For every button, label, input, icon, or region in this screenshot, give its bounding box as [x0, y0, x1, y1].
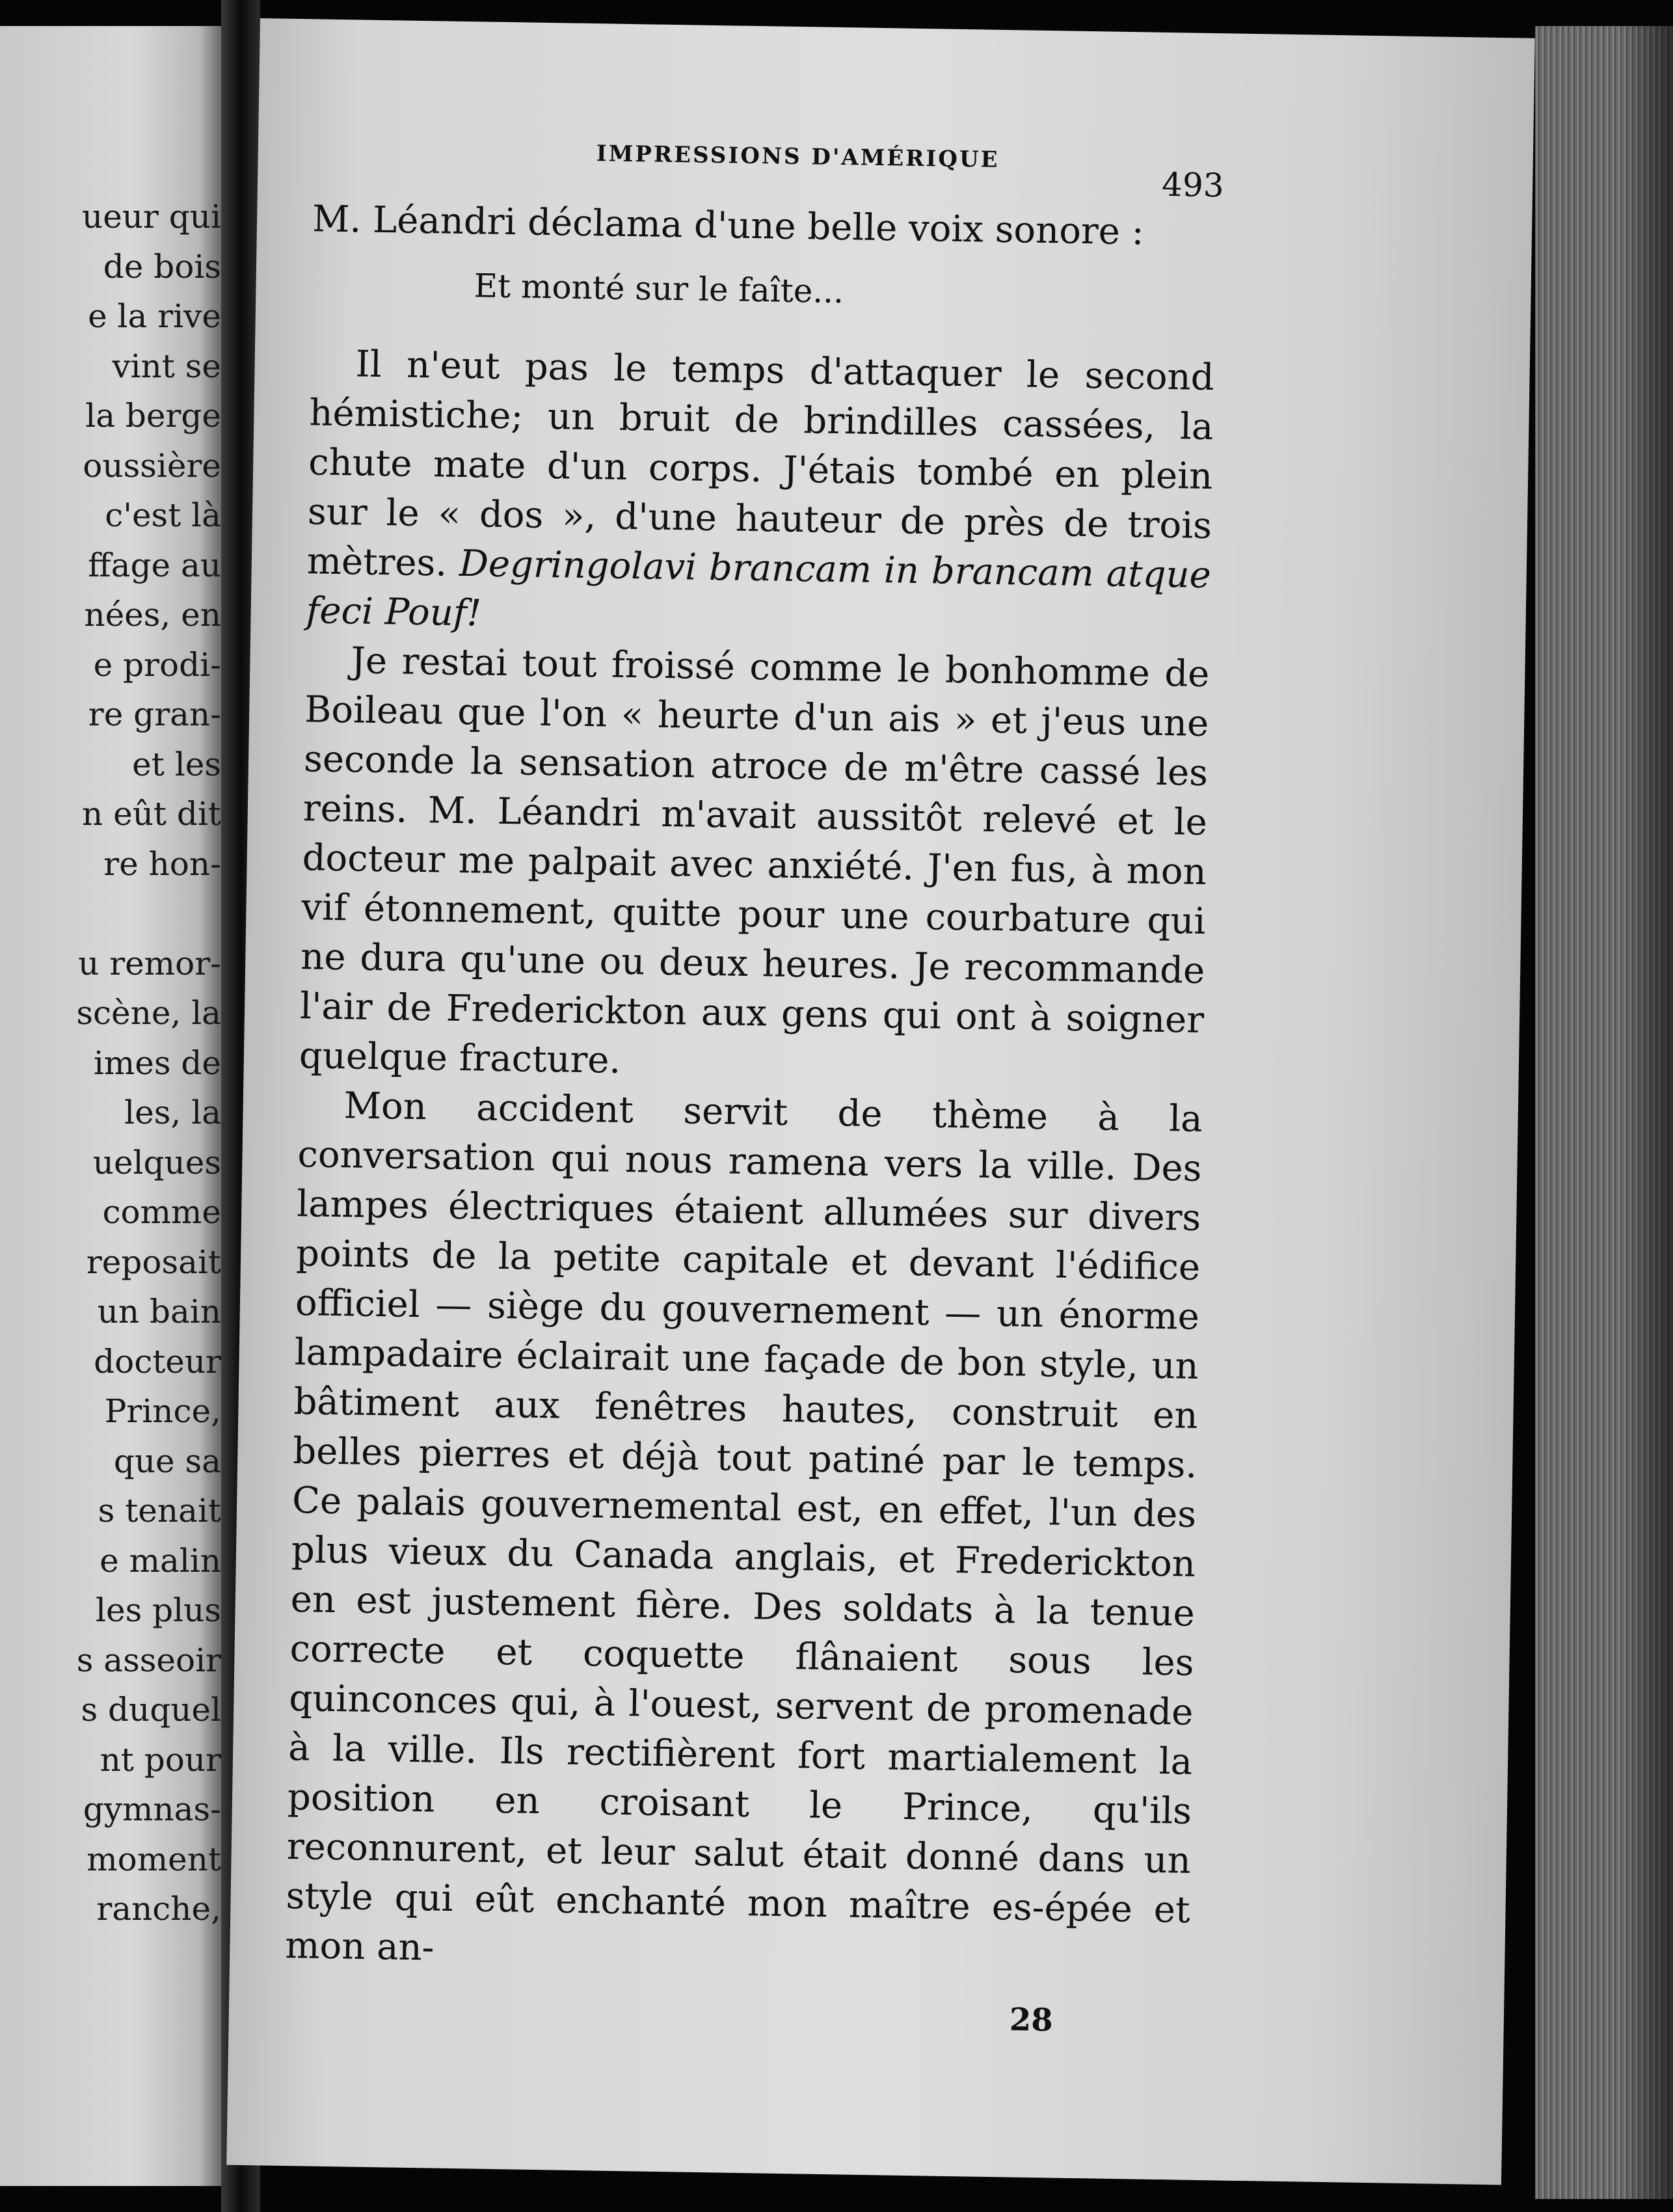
verse-quote: Et monté sur le faîte... [474, 267, 844, 311]
facing-page-line: imes de [93, 1044, 221, 1082]
latin-quote: Degringolavi brancam in brancam atque feci Pouf! [306, 542, 1212, 635]
facing-page-line: les, la [124, 1094, 221, 1131]
facing-page-line: reposait [86, 1243, 221, 1281]
facing-page-line: la berge [85, 397, 221, 435]
book-page [226, 18, 1535, 2185]
facing-page-line: n eût dit [82, 795, 221, 833]
paragraph-city: Mon accident servit de thème à la conversation qui nous ramena vers la ville. Des lampes électriques étaient allumées sur divers points de la petite capitale et devant l'édifice officiel — siège du gouvernement — un énorme lampadaire éclairait une façade de bon style, un bâtiment aux fenêtres hautes, construit en belles pierres et déjà tout patiné par le temps. Ce palais gouvernemental est, en effet, l'un des plus vieux du Canada anglais, et Frederickton en est justement fière. Des soldats à la tenue correcte et coquette flânaient sous les quinconces qui, à l'ouest, servent de promenade à la ville. Ils rectifièrent fort martialement la position en croisant le Prince, qu'ils reconnurent, et leur salut était donné dans un style qui eût enchanté mon maître es-épée et mon an- [284, 1085, 1203, 1969]
facing-page-line: re gran- [88, 695, 221, 733]
facing-page-line: c'est là [105, 496, 221, 534]
facing-page-line: e la rive [88, 297, 221, 335]
facing-page-line: re hon- [103, 844, 221, 883]
facing-page-line: e malin [100, 1541, 221, 1580]
facing-page-line: e prodi- [93, 645, 221, 684]
paragraph-injury: Je restai tout froissé comme le bonhomme de Boileau que l'on « heurte d'un ais » et j'eus une seconde la sensation atroce de m'être cassé les reins. M. Léandri m'avait aussitôt relevé et le docteur me palpait avec anxiété. J'en fus, à mon vif étonnement, quitte pour une courbature qui ne dura qu'une ou deux heures. Je recommande l'air de Frederickton aux gens qui ont à soigner quelque fracture. [299, 640, 1210, 1082]
facing-page-line: un bain [97, 1293, 221, 1330]
facing-page-line: s tenait [98, 1492, 221, 1530]
signature-mark: 28 [1009, 2001, 1054, 2039]
facing-page-line: comme [102, 1193, 221, 1231]
running-head: IMPRESSIONS D'AMÉRIQUE [596, 141, 1000, 173]
paragraph-fall [306, 339, 1214, 650]
facing-page-line: Prince, [104, 1392, 221, 1430]
facing-page-line: que sa [113, 1442, 221, 1480]
page-number: 493 [1161, 165, 1225, 205]
facing-page-line: oussière [83, 446, 221, 485]
facing-page-line: u remor- [78, 944, 221, 982]
facing-page-line: scène, la [76, 994, 221, 1032]
facing-page-line: les plus [96, 1591, 221, 1629]
facing-page-line: s asseoir [76, 1641, 221, 1679]
facing-page-line: docteur [94, 1342, 221, 1381]
facing-page-line: gymnas- [83, 1790, 221, 1828]
page-edges-stack [1535, 26, 1673, 2199]
page-body [285, 195, 1217, 1984]
facing-page-line: ueur qui [82, 198, 221, 236]
paragraph-fall-text: Il n'eut pas le temps d'attaquer le second hémistiche; un bruit de brindilles cassées, la chute mate d'un corps. J'étais tombé en plein sur le « dos », d'une hauteur de près de trois mètres. [306, 343, 1215, 585]
paragraph-intro: M. Léandri déclama d'une belle voix sonore : [312, 198, 1145, 254]
facing-page-line: nées, en [84, 596, 221, 634]
facing-page-line: nt pour [100, 1740, 221, 1779]
facing-page-line: de bois [103, 247, 221, 286]
facing-page-line: uelques [92, 1143, 221, 1181]
facing-page-line: moment [87, 1840, 221, 1878]
facing-page-line: vint se [112, 347, 221, 385]
facing-page-line: et les [132, 745, 221, 783]
facing-page-line: ranche, [96, 1890, 221, 1928]
facing-page-line: s duquel [81, 1691, 221, 1729]
facing-page-line: ffage au [88, 546, 221, 584]
facing-page-left [0, 26, 221, 2186]
